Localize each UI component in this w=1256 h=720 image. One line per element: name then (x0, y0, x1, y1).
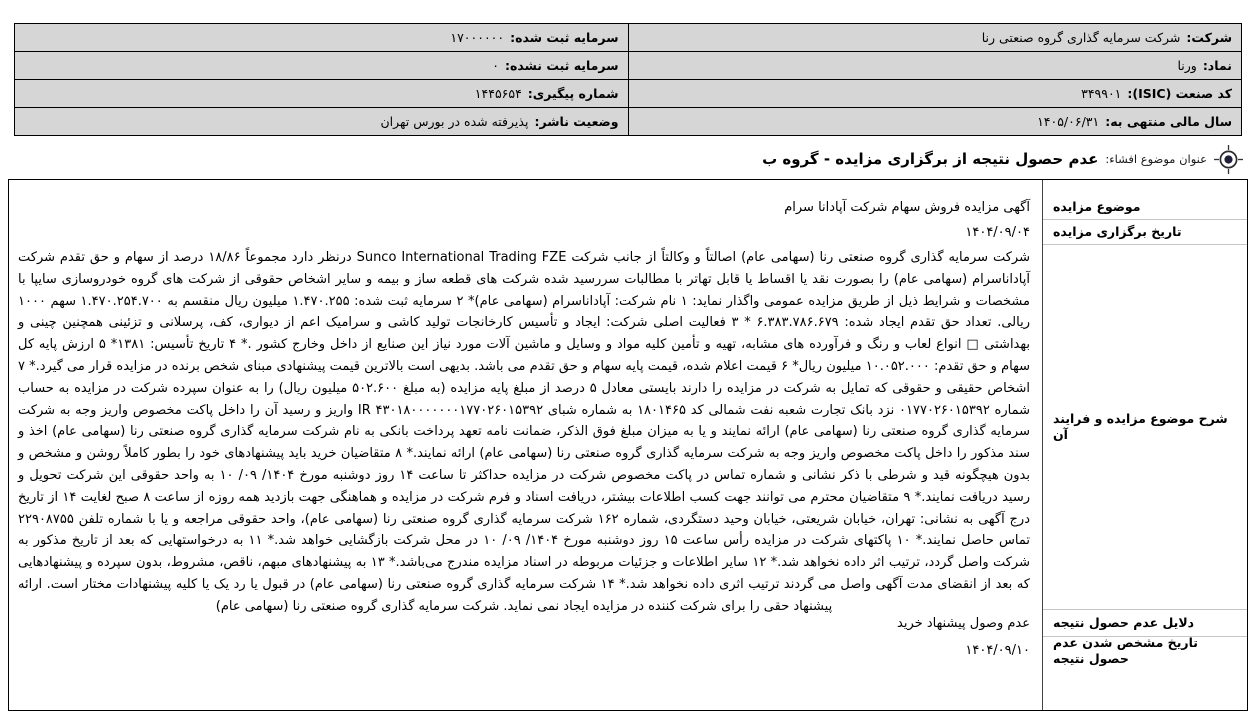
company-header-table (14, 23, 1242, 136)
fiscal-year-end-label: سال مالی منتهی به: (1105, 114, 1232, 129)
isic-code-cell (628, 80, 1242, 108)
header-row (15, 24, 1242, 52)
auction-subject-value: آگهی مزایده فروش سهام شرکت آپادانا سرام (784, 200, 1030, 215)
isic-code-label: کد صنعت (ISIC): (1127, 86, 1232, 101)
issuer-status-label: وضعیت ناشر: (534, 114, 619, 129)
registered-capital-label: سرمایه ثبت شده: (510, 30, 619, 45)
registered-capital-value: ۱۷۰۰۰۰۰۰ (450, 30, 505, 45)
fiscal-year-end-value: ۱۴۰۵/۰۶/۳۱ (1037, 114, 1100, 129)
ticker-value: ورنا (1177, 58, 1197, 73)
company-value: شرکت سرمایه گذاری گروه صنعتی رنا (981, 30, 1181, 45)
auction-detail-box (8, 179, 1248, 711)
fiscal-year-end-cell (628, 108, 1242, 136)
failure-reasons-value: عدم وصول پیشنهاد خرید (897, 616, 1030, 631)
isic-code-value: ۳۴۹۹۰۱ (1081, 86, 1122, 101)
header-row (15, 108, 1242, 136)
unregistered-capital-label: سرمایه ثبت نشده: (504, 58, 619, 73)
failure-reasons-label: دلایل عدم حصول نتیجه (1043, 610, 1247, 637)
tracking-number-cell (15, 80, 629, 108)
issuer-status-cell (15, 108, 629, 136)
company-cell (628, 24, 1242, 52)
disclosure-title-row (14, 144, 1243, 174)
failure-date-row (9, 634, 1247, 666)
company-label: شرکت: (1186, 30, 1232, 45)
ticker-label: نماد: (1202, 58, 1232, 73)
auction-subject-label: موضوع مزایده (1043, 195, 1247, 220)
unregistered-capital-cell (15, 52, 629, 80)
disclosure-subject-title: عدم حصول نتیجه از برگزاری مزایده - گروه ب (762, 150, 1099, 168)
auction-subject-row (9, 195, 1247, 220)
issuer-status-value: پذیرفته شده در بورس تهران (380, 114, 529, 129)
auction-description-text: شرکت سرمایه گذاری گروه صنعتی رنا (سهامی عام) اصالتاً و وکالتاً از جانب شرکت Sunco International Trading FZE درنظر دارد مجموعاً ۱۸/۸۶ درصد از سهام و حق تقدم شرکت آپاداناسرام (سهامی عام) را بصورت نقد یا اقساط یا قابل تهاتر با مطالبات سررسید شده شرکت های قطعه ساز و بیمه و سایر اشخاص حقوقی از شرکت های گروه خودروسازی سایپا با مشخصات و شرایط ذیل از طریق مزایده عمومی واگذار نماید: ۱ نام شرکت: آپاداناسرام (سهامی عام)* ۲ سرمایه ثبت شده: ۱.۴۷۰.۲۵۵ میلیون ریال منقسم به ۱.۴۷۰.۲۵۴.۷۰۰ سهم ۱۰۰۰ ریالی. تعداد حق تقدم ایجاد شده: ۶.۳۸۳.۷۸۶.۶۷۹ * ۳ فعالیت اصلی شرکت: ایجاد و تأسیس کارخانجات تولید کاشی و سرامیک اعم از دیواری، کف، پرسلانی و تزئینی همچنین چینی و بهداشتی □ انواع لعاب و رنگ و فرآورده های مشابه، تهیه و تأمین کلیه مواد و وسایل و ماشین آلات مورد نیاز این صنایع از داخل وخارج کشور .* ۴ تاریخ تأسیس: ۱۳۸۱* ۵ ارزش پایه کل سهام و حق تقدم: ۱۰.۰۵۲.۰۰۰ میلیون ریال* ۶ قیمت اعلام شده، قیمت پایه سهام و حق تقدم می باشد. بدیهی است بالاترین قیمت پیشنهادی مبنای شخص برنده در مزایده قرار می گیرد.* ۷ اشخاص حقیقی و حقوقی که تمایل به شرکت در مزایده را دارند بایستی معادل ۵ درصد از مبلغ پایه مزایده (به مبلغ ۵۰۲.۶۰۰ میلیون ریال) را به عنوان سپرده شرکت در مزایده به حساب شماره ۰۱۷۷۰۲۶۰۱۵۳۹۲ نزد بانک تجارت شعبه نفت شمالی کد ۱۸۰۱۴۶۵ به شماره شبای IR ۴۳۰۱۸۰۰۰۰۰۰۰۱۷۷۰۲۶۰۱۵۳۹۲ واریز و رسید آن را داخل پاکت مخصوص واریز وجه به شرکت سرمایه گذاری گروه صنعتی رنا (سهامی عام) ارائه نمایند و یا به میزان مبلغ فوق الذکر، ضمانت نامه تعهد پرداخت بانکی به نام شرکت سرمایه گذاری گروه صنعتی رنا (سهامی عام) اخذ و سند مذکور را داخل پاکت مخصوص واریز وجه به شرکت سرمایه گذاری گروه صنعتی رنا (سهامی عام) ارائه نمایند.* ۸ متقاضیان خرید باید پیشنهادهای خود را بطور کاملاً روشن و مشخص و بدون هیچگونه قید و شرطی با ذکر نشانی و شماره تماس در پاکت مخصوص شرکت در مزایده حداکثر تا ساعت ۱۴ روز دوشنبه مورخ ۱۴۰۴/ ۰۹/ ۱۰ به واحد حقوقی این شرکت تحویل و رسید دریافت نمایند.* ۹ متقاضیان محترم می توانند جهت کسب اطلاعات بیشتر، دریافت اسناد و فرم شرکت در مزایده و هماهنگی جهت بازدید همه روزه از ساعت ۸ صبح لغایت ۱۴ از تاریخ درج آگهی به نشانی: تهران، خیابان شریعتی، خیابان وحید دستگردی، شماره ۱۶۲ شرکت سرمایه گذاری گروه صنعتی رنا (سهامی عام)، واحد حقوقی مراجعه و یا با شماره تلفن ۲۲۹۰۸۷۵۵ تماس حاصل نمایند.* ۱۰ پاکتهای شرکت در مزایده رأس ساعت ۱۵ روز دوشنبه مورخ ۱۴۰۴/ ۰۹/ ۱۰ در محل شرکت بازگشایی خواهد شد.* ۱۱ به درخواستهایی که بعد از تاریخ مذکور به شرکت واصل گردد، ترتیب اثر داده نخواهد شد.* ۱۲ سایر اطلاعات و جزئیات مربوطه در اسناد مزایده مندرج می‌باشد.* ۱۳ به پیشنهادهای مبهم، ناقص، مشروط، بدون سپرده و پیشنهادهایی که بعد از انقضای مدت آگهی واصل می گردند ترتیب اثری داده نخواهد شد.* ۱۴ شرکت سرمایه گذاری گروه صنعتی رنا (سهامی عام) در قبول یا رد یک یا کلیه پیشنهادات مختار است. ارائه پیشنهاد حقی را برای شرکت کننده در مزایده ایجاد نمی نماید. شرکت سرمایه گذاری گروه صنعتی رنا (سهامی عام) (18, 250, 1031, 614)
ticker-cell (628, 52, 1242, 80)
failure-date-label: تاریخ مشخص شدن عدم حصول نتیجه (1053, 634, 1198, 666)
target-icon (1214, 145, 1243, 174)
header-row (15, 80, 1242, 108)
disclosure-subject-label: عنوان موضوع افشاء: (1105, 152, 1207, 166)
auction-description-row (9, 245, 1247, 614)
tracking-number-value: ۱۴۴۵۶۵۴ (474, 86, 522, 101)
failure-date-value: ۱۴۰۴/۰۹/۱۰ (965, 643, 1030, 658)
header-row (15, 52, 1242, 80)
registered-capital-cell (15, 24, 629, 52)
auction-date-label: تاریخ برگزاری مزایده (1043, 220, 1247, 245)
unregistered-capital-value: ۰ (492, 58, 499, 73)
auction-date-value: ۱۴۰۴/۰۹/۰۴ (965, 225, 1030, 240)
label-column-divider (1042, 180, 1043, 710)
tracking-number-label: شماره پیگیری: (527, 86, 619, 101)
auction-description-label: شرح موضوع مزایده و فرایند آن (1043, 245, 1247, 610)
auction-date-row (9, 220, 1247, 245)
